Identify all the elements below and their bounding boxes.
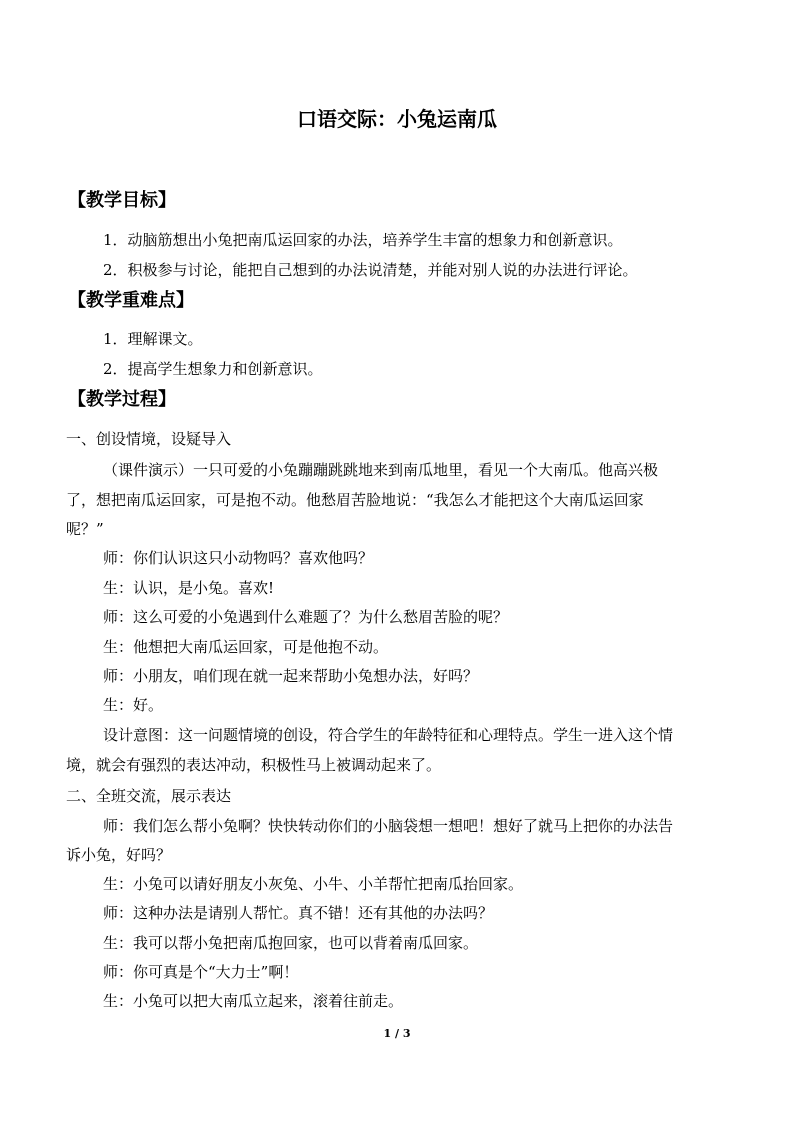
section-2-line-2: 诉小兔，好吗？ — [66, 846, 172, 864]
page-title: 口语交际：小兔运南瓜 — [297, 107, 497, 131]
section-1-title: 一、创设情境，设疑导入 — [66, 430, 232, 448]
design-intent-line-1: 设计意图：这一问题情境的创设，符合学生的年龄特征和心理特点。学生一进入这个情 — [103, 726, 674, 744]
dialogue-line: 生：好。 — [103, 696, 164, 714]
key-point-item-1: 1．理解课文。 — [103, 330, 203, 348]
dialogue-line: 生：小兔可以请好朋友小灰兔、小牛、小羊帮忙把南瓜抬回家。 — [103, 875, 524, 893]
dialogue-line: 师：小朋友，咱们现在就一起来帮助小兔想办法，好吗？ — [103, 667, 479, 685]
dialogue-line: 生：认识，是小兔。喜欢! — [103, 579, 275, 597]
section-2-title: 二、全班交流，展示表达 — [66, 787, 232, 805]
section-2-line-1: 师：我们怎么帮小兔啊？快快转动你们的小脑袋想一想吧！想好了就马上把你的办法告 — [103, 817, 674, 835]
section-1-intro-line-3: 呢？” — [66, 520, 104, 538]
goal-item-1: 1．动脑筋想出小兔把南瓜运回家的办法，培养学生丰富的想象力和创新意识。 — [103, 231, 623, 249]
key-point-item-2: 2．提高学生想象力和创新意识。 — [103, 360, 323, 378]
goal-item-2: 2．积极参与讨论，能把自己想到的办法说清楚，并能对别人说的办法进行评论。 — [103, 261, 638, 279]
section-1-intro-line-1: （课件演示）一只可爱的小兔蹦蹦跳跳地来到南瓜地里，看见一个大南瓜。他高兴极 — [103, 461, 659, 479]
dialogue-line: 生：我可以帮小兔把南瓜抱回家，也可以背着南瓜回家。 — [103, 934, 479, 952]
goals-heading: 【教学目标】 — [68, 190, 176, 211]
dialogue-line: 生：他想把大南瓜运回家，可是他抱不动。 — [103, 638, 389, 656]
key-points-heading: 【教学重难点】 — [68, 290, 194, 311]
dialogue-line: 师：这么可爱的小兔遇到什么难题了？为什么愁眉苦脸的呢？ — [103, 608, 509, 626]
process-heading: 【教学过程】 — [68, 389, 176, 410]
dialogue-line: 师：你们认识这只小动物吗？喜欢他吗？ — [103, 549, 374, 567]
design-intent-line-2: 境，就会有强烈的表达冲动，积极性马上被调动起来了。 — [66, 756, 442, 774]
section-1-intro-line-2: 了，想把南瓜运回家，可是抱不动。他愁眉苦脸地说：“我怎么才能把这个大南瓜运回家 — [66, 491, 644, 509]
dialogue-line: 师：你可真是个“大力士”啊！ — [103, 963, 299, 981]
dialogue-line: 生：小兔可以把大南瓜立起来，滚着往前走。 — [103, 992, 404, 1010]
page-number: 1 / 3 — [383, 1027, 411, 1040]
dialogue-line: 师：这种办法是请别人帮忙。真不错！还有其他的办法吗？ — [103, 904, 494, 922]
